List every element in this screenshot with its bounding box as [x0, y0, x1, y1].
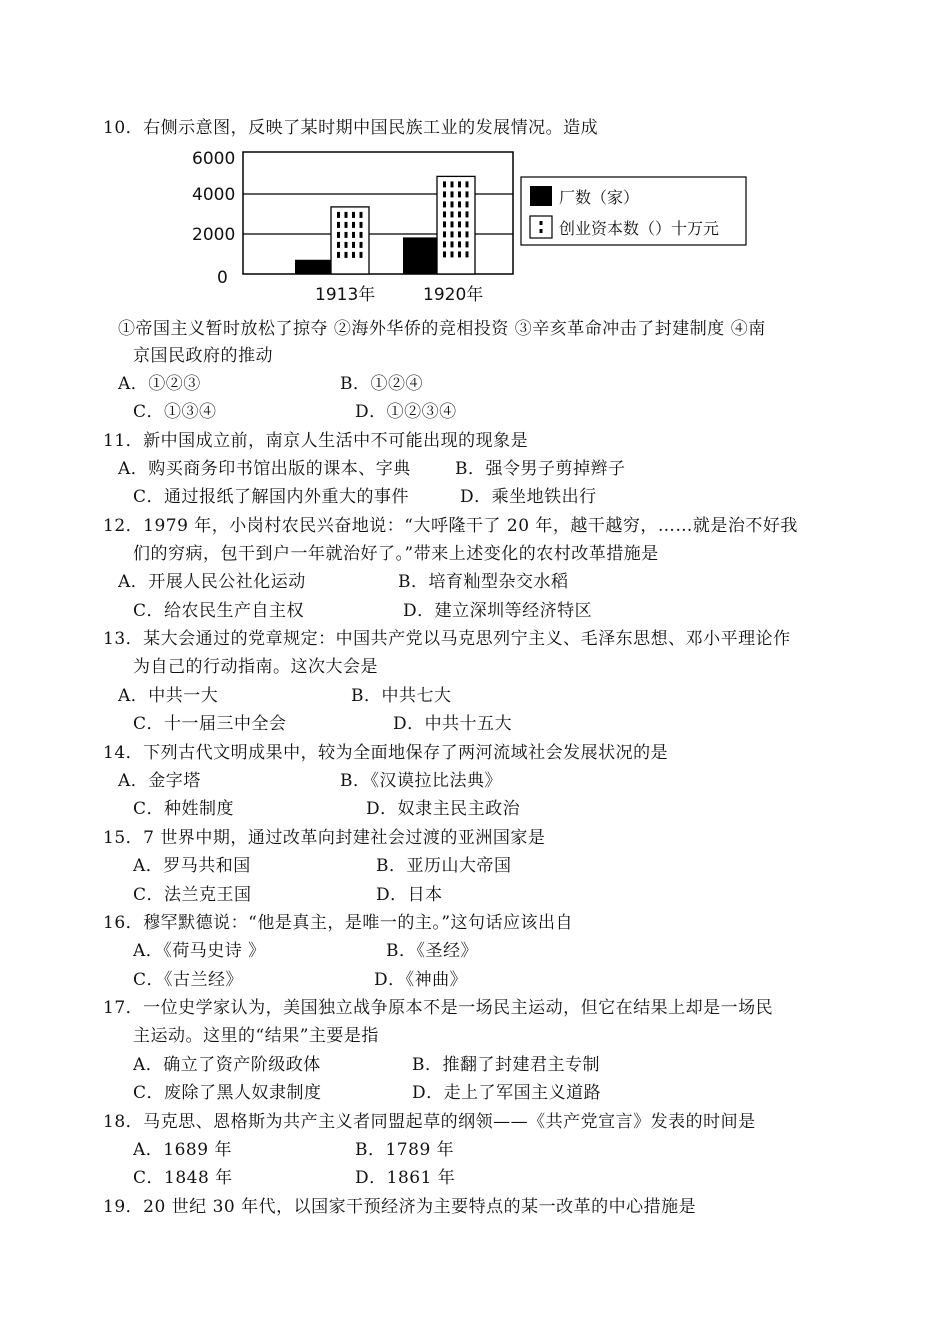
bar-capital-window: [458, 191, 461, 197]
bar-capital-window: [458, 181, 461, 187]
y-tick-4000: 4000: [192, 185, 236, 205]
question-13-stem-line1: 13．某大会通过的党章规定：中国共产党以马克思列宁主义、毛泽东思想、邓小平理论作: [103, 629, 791, 649]
bar-capital-0: [331, 207, 369, 274]
question-16-stem: 16．穆罕默德说：“他是真主，是唯一的主。”这句话应该出自: [103, 913, 574, 933]
y-tick-0: 0: [217, 268, 228, 288]
option-c[interactable]: C．给农民生产自主权: [133, 601, 305, 621]
option-d[interactable]: D．建立深圳等经济特区: [403, 601, 593, 621]
bar-capital-window: [458, 251, 461, 257]
bar-capital-window: [451, 191, 454, 197]
bar-capital-window: [360, 222, 363, 228]
question-18-stem: 18．马克思、恩格斯为共产主义者同盟起草的纲领——《共产党宣言》发表的时间是: [103, 1112, 756, 1132]
option-b[interactable]: B．《汉谟拉比法典》: [340, 771, 502, 791]
bar-capital-window: [451, 181, 454, 187]
bar-capital-window: [352, 252, 355, 258]
bar-capital-window: [466, 191, 469, 197]
y-tick-6000: 6000: [192, 149, 236, 169]
question-11-stem: 11．新中国成立前，南京人生活中不可能出现的现象是: [103, 431, 529, 451]
bar-capital-window: [458, 221, 461, 227]
bar-capital-window: [451, 241, 454, 247]
option-d[interactable]: D．《神曲》: [374, 970, 468, 990]
bar-capital-window: [345, 232, 348, 238]
bar-capital-window: [337, 222, 340, 228]
option-c[interactable]: C．种姓制度: [133, 799, 235, 819]
bar-capital-window: [360, 242, 363, 248]
option-a[interactable]: A．罗马共和国: [133, 856, 251, 876]
option-b[interactable]: B．推翻了封建君主专制: [412, 1055, 600, 1075]
option-b[interactable]: B．亚历山大帝国: [376, 856, 512, 876]
bar-capital-window: [458, 201, 461, 207]
bar-capital-window: [466, 221, 469, 227]
option-b[interactable]: B．《圣经》: [386, 941, 478, 961]
bar-capital-window: [337, 232, 340, 238]
option-d[interactable]: D．走上了军国主义道路: [412, 1083, 602, 1103]
legend-swatch-capital-mark: [540, 221, 543, 225]
bar-capital-window: [352, 242, 355, 248]
option-a[interactable]: A．中共一大: [118, 686, 219, 706]
bar-capital-window: [466, 201, 469, 207]
question-10-stem: 10．右侧示意图，反映了某时期中国民族工业的发展情况。造成: [103, 118, 599, 138]
option-a[interactable]: A．①②③: [118, 374, 201, 394]
bar-capital-window: [466, 211, 469, 217]
option-b[interactable]: B．1789 年: [355, 1140, 455, 1160]
option-a[interactable]: A．确立了资产阶级政体: [133, 1055, 321, 1075]
question-14-stem: 14．下列古代文明成果中，较为全面地保存了两河流域社会发展状况的是: [103, 743, 669, 763]
legend-label-capital: 创业资本数（）十万元: [559, 219, 720, 238]
bar-capital-window: [345, 212, 348, 218]
option-b[interactable]: B．中共七大: [351, 686, 452, 706]
bar-factories-0: [295, 260, 331, 274]
legend-swatch-capital: [530, 216, 552, 238]
question-12-stem-line1: 12．1979 年，小岗村农民兴奋地说：“大呼隆干了 20 年，越干越穷，……就是治不好我: [103, 516, 798, 536]
option-d[interactable]: D．乘坐地铁出行: [460, 487, 597, 507]
bar-capital-window: [345, 222, 348, 228]
bar-capital-window: [451, 231, 454, 237]
bar-capital-window: [352, 222, 355, 228]
bar-capital-window: [360, 212, 363, 218]
option-a[interactable]: A．《荷马史诗 》: [133, 941, 266, 961]
option-c[interactable]: C．通过报纸了解国内外重大的事件: [133, 487, 410, 507]
option-d[interactable]: D．①②③④: [355, 402, 457, 422]
bar-capital-window: [352, 232, 355, 238]
bar-capital-window: [466, 251, 469, 257]
bar-capital-window: [443, 191, 446, 197]
x-label-1920: 1920年: [423, 285, 484, 305]
bar-capital-window: [443, 201, 446, 207]
question-10-options-line1: ①帝国主义暂时放松了掠夺 ②海外华侨的竞相投资 ③辛亥革命冲击了封建制度 ④南: [118, 319, 766, 339]
bar-capital-window: [458, 211, 461, 217]
bar-capital-window: [458, 241, 461, 247]
legend-swatch-capital-mark: [540, 229, 543, 233]
bar-capital-window: [443, 221, 446, 227]
bar-capital-window: [466, 231, 469, 237]
bar-capital-window: [443, 241, 446, 247]
legend-swatch-factories: [530, 186, 552, 206]
question-13-stem-line2: 为自己的行动指南。这次大会是: [133, 657, 378, 677]
bar-capital-window: [337, 252, 340, 258]
option-d[interactable]: D．奴隶主民主政治: [366, 799, 521, 819]
bar-capital-window: [345, 242, 348, 248]
bar-capital-window: [360, 232, 363, 238]
bar-capital-window: [466, 181, 469, 187]
bar-capital-window: [451, 251, 454, 257]
industry-chart: [185, 140, 755, 310]
option-c[interactable]: C．1848 年: [133, 1168, 233, 1188]
x-label-1913: 1913年: [315, 285, 376, 305]
bar-capital-window: [352, 212, 355, 218]
option-d[interactable]: D．中共十五大: [393, 714, 513, 734]
question-17-stem-line1: 17．一位史学家认为，美国独立战争原本不是一场民主运动，但它在结果上却是一场民: [103, 998, 774, 1018]
option-c[interactable]: C．《古兰经》: [133, 970, 244, 990]
option-a[interactable]: A．1689 年: [133, 1140, 232, 1160]
option-a[interactable]: A．开展人民公社化运动: [118, 572, 306, 592]
bar-capital-window: [360, 252, 363, 258]
option-c[interactable]: C．十一届三中全会: [133, 714, 287, 734]
bar-capital-1: [437, 176, 475, 274]
bar-capital-window: [337, 242, 340, 248]
option-d[interactable]: D．日本: [376, 885, 443, 905]
bar-factories-1: [403, 237, 437, 274]
bar-capital-window: [443, 231, 446, 237]
option-b[interactable]: B．①②④: [340, 374, 423, 394]
y-tick-2000: 2000: [192, 225, 236, 245]
option-a[interactable]: A．金字塔: [118, 771, 201, 791]
bar-capital-window: [443, 181, 446, 187]
bar-capital-window: [337, 212, 340, 218]
bar-capital-window: [345, 252, 348, 258]
question-15-stem: 15．7 世界中期，通过改革向封建社会过渡的亚洲国家是: [103, 828, 546, 848]
question-17-stem-line2: 主运动。这里的“结果”主要是指: [133, 1026, 379, 1046]
legend-label-factories: 厂数（家）: [559, 188, 640, 207]
bar-capital-window: [451, 211, 454, 217]
bar-capital-window: [451, 201, 454, 207]
option-c[interactable]: C．①③④: [133, 402, 217, 422]
bar-capital-window: [458, 231, 461, 237]
option-d[interactable]: D．1861 年: [355, 1168, 456, 1188]
option-b[interactable]: B．强令男子剪掉辫子: [455, 459, 626, 479]
option-a[interactable]: A．购买商务印书馆出版的课本、字典: [118, 459, 411, 479]
question-19-stem: 19．20 世纪 30 年代，以国家干预经济为主要特点的某一改革的中心措施是: [103, 1197, 697, 1217]
option-c[interactable]: C．废除了黑人奴隶制度: [133, 1083, 322, 1103]
question-12-stem-line2: 们的穷病，包干到户一年就治好了。”带来上述变化的农村改革措施是: [133, 544, 659, 564]
question-10-options-line2: 京国民政府的推动: [133, 346, 273, 366]
bar-capital-window: [451, 221, 454, 227]
bar-capital-window: [443, 211, 446, 217]
option-c[interactable]: C．法兰克王国: [133, 885, 252, 905]
legend: [521, 177, 746, 245]
bar-capital-window: [466, 241, 469, 247]
option-b[interactable]: B．培育籼型杂交水稻: [398, 572, 569, 592]
bar-capital-window: [443, 251, 446, 257]
